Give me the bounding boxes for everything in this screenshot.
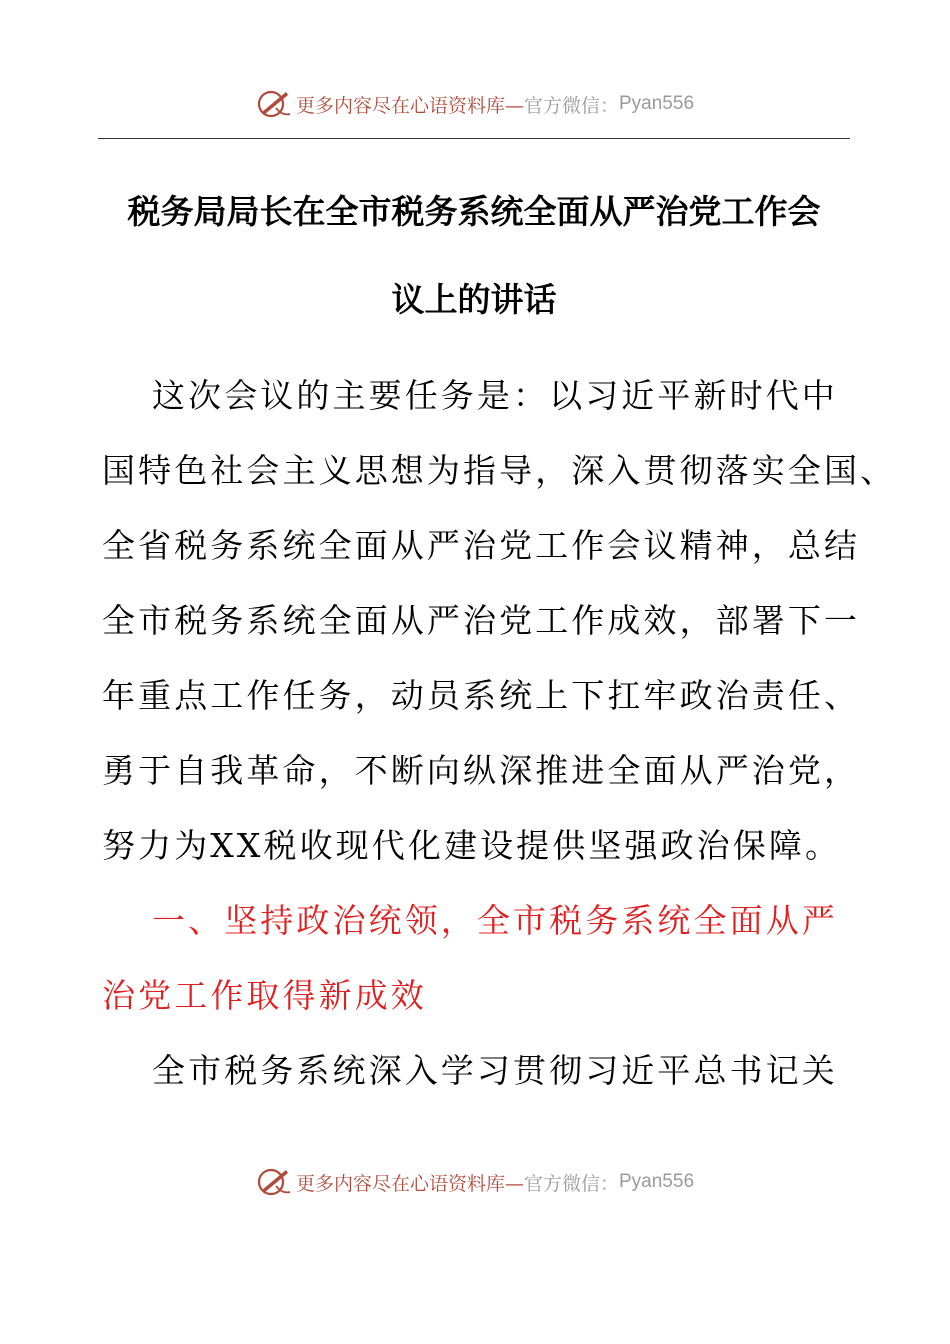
banner-wechat-id: Pyan556 (619, 93, 695, 114)
body-line: 勇于自我革命，不断向纵深推进全面从严治党， (102, 751, 861, 790)
paragraph-2-start: 全市税务系统深入学习贯彻习近平总书记关 (152, 1051, 838, 1090)
body-line: 全省税务系统全面从严治党工作会议精神，总结 (102, 526, 861, 565)
header-divider (98, 138, 850, 139)
body-line: 国特色社会主义思想为指导，深入贯彻落实全国、 (102, 451, 897, 490)
body-line: 这次会议的主要任务是：以习近平新时代中 (152, 376, 838, 415)
banner-wechat-label: 官方微信： (523, 94, 619, 117)
section-heading-line-1: 一、坚持政治统领，全市税务系统全面从严 (152, 901, 838, 940)
document-title (98, 168, 850, 344)
body-line: 努力为XX税收现代化建设提供坚强政治保障。 (102, 826, 842, 865)
body-line: 年重点工作任务，动员系统上下扛牢政治责任、 (102, 676, 861, 715)
pen-logo-icon (256, 1164, 292, 1200)
banner-wechat-id: Pyan556 (619, 1171, 695, 1192)
banner-promo-text: 更多内容尽在心语资料库— (295, 1172, 524, 1195)
body-line: 全市税务系统全面从严治党工作成效，部署下一 (102, 601, 861, 640)
banner-wechat-label: 官方微信： (523, 1172, 619, 1195)
section-heading-line-2: 治党工作取得新成效 (102, 976, 427, 1015)
document-body (102, 358, 897, 1108)
title-line-1: 税务局局长在全市税务系统全面从严治党工作会 (127, 192, 821, 231)
title-line-2: 议上的讲话 (391, 280, 557, 319)
header-watermark-banner (0, 84, 950, 124)
banner-promo-text: 更多内容尽在心语资料库— (295, 94, 524, 117)
pen-logo-icon (256, 86, 292, 122)
footer-watermark-banner (0, 1162, 950, 1202)
